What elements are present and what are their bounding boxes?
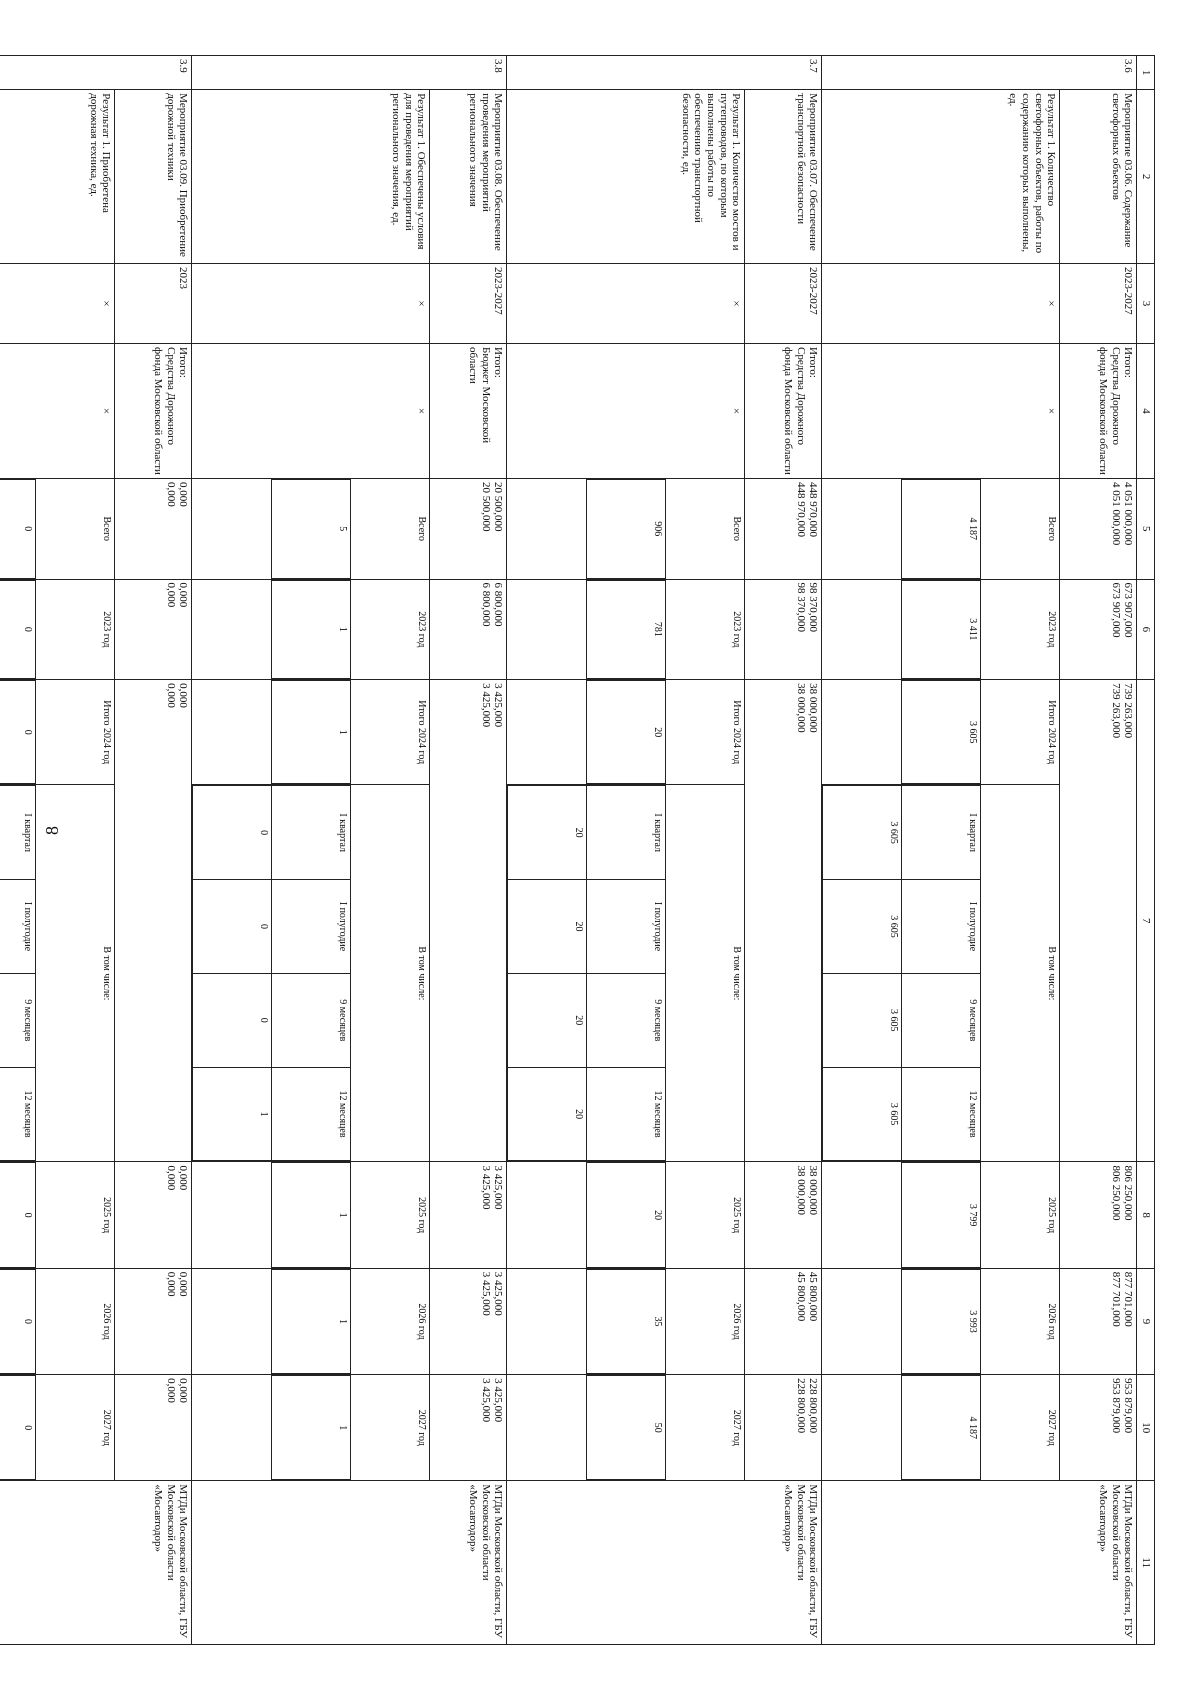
- quarter-label: 12 месяцев: [587, 1067, 666, 1161]
- amount-2023-total: 0,000: [177, 582, 190, 608]
- indicator-subtable: [901, 1269, 1059, 1374]
- amount-2023-total: 98 370,000: [807, 582, 820, 633]
- amount-2026-source-value: 45 800,000: [794, 1271, 807, 1322]
- quarter-value: 3 605: [823, 786, 902, 880]
- indicator-subtable: [0, 580, 114, 680]
- quarter-value: 0: [193, 973, 272, 1067]
- indicator-year-label: 2027 год: [36, 1376, 115, 1480]
- indicator-y2026: [507, 1268, 745, 1374]
- indicator-value: 20: [587, 681, 666, 784]
- indicator-value: 3 605: [902, 681, 981, 784]
- indicator-y2025: [192, 1162, 430, 1268]
- amount-2025-total: 3 425,000: [492, 1165, 505, 1210]
- indicator-y2025: [822, 1162, 1060, 1268]
- column-number: 9: [1137, 1268, 1155, 1374]
- activity-row: [115, 56, 192, 1645]
- quarter-value: 3 605: [823, 880, 902, 974]
- quarter-label: 12 месяцев: [272, 1067, 351, 1161]
- table-body: [0, 56, 1155, 1645]
- quarter-value: 0: [193, 786, 272, 880]
- indicator-subtable: [901, 680, 1059, 784]
- amount-2025: [745, 1162, 822, 1268]
- indicator-value: 1: [272, 681, 351, 784]
- amount-2023: [430, 579, 507, 680]
- amount-2027: [1060, 1375, 1137, 1481]
- amount-2024-source-value: 3 425,000: [479, 683, 492, 728]
- indicator-y2027: [507, 1375, 745, 1481]
- indicator-year-label: 2023 год: [351, 580, 430, 679]
- amount-2025: [430, 1162, 507, 1268]
- amount-2023-source-value: 673 907,000: [1109, 582, 1122, 638]
- amount-total-source-value: 4 051 000,000: [1109, 481, 1122, 546]
- indicator-y2025: [507, 1162, 745, 1268]
- indicator-year-label: Всего: [351, 479, 430, 578]
- column-number: 2: [1137, 90, 1155, 264]
- column-number: 8: [1137, 1162, 1155, 1268]
- activity-number: 3.8: [192, 56, 507, 90]
- quarter-label: 12 месяцев: [902, 1067, 981, 1161]
- amount-total-total: 20 500,000: [492, 481, 505, 532]
- amount-2027-source-value: 3 425,000: [479, 1378, 492, 1423]
- indicator-subtable: [586, 1375, 744, 1480]
- amount-2026: [1060, 1268, 1137, 1374]
- amount-total: [1060, 478, 1137, 579]
- amount-2024-source-value: 38 000,000: [794, 683, 807, 733]
- amount-2025: [115, 1162, 192, 1268]
- indicator-value: 4 187: [902, 1376, 981, 1480]
- indicator-2023: [0, 579, 115, 680]
- amount-2025-total: 806 250,000: [1122, 1165, 1135, 1221]
- funding-source: Средства Дорожного фонда Московской области: [782, 347, 807, 475]
- amount-2023-total: 673 907,000: [1122, 582, 1135, 638]
- in-that-label: В том числе:: [666, 786, 745, 1161]
- indicator-subtable: [901, 479, 1059, 579]
- indicator-year-label: 2023 год: [36, 580, 115, 679]
- total-label: Итого:: [1122, 347, 1135, 378]
- indicator-value: 1: [272, 580, 351, 679]
- quarter-label: 9 месяцев: [902, 973, 981, 1067]
- cross-mark: ×: [192, 344, 430, 479]
- quarter-value: 3 605: [823, 973, 902, 1067]
- indicator-subtable: [0, 680, 114, 784]
- in-that-label: В том числе:: [351, 786, 430, 1161]
- activity-name: [1060, 90, 1137, 264]
- cross-mark: ×: [0, 344, 115, 479]
- amount-2026-source-value: 877 701,000: [1109, 1271, 1122, 1327]
- amount-2024-total: 739 263,000: [1122, 683, 1135, 739]
- indicator-subtable: [271, 479, 429, 579]
- indicator-total: [507, 478, 745, 579]
- amount-2027-total: 953 879,000: [1122, 1378, 1135, 1434]
- amount-2026: [745, 1268, 822, 1374]
- column-number: 6: [1137, 579, 1155, 680]
- quarter-value: 20: [508, 973, 587, 1067]
- result-row: [822, 56, 1060, 1645]
- indicator-year-label: 2026 год: [351, 1269, 430, 1373]
- indicator-y2025: [0, 1162, 115, 1268]
- activity-name: [430, 90, 507, 264]
- column-number: 1: [1137, 56, 1155, 90]
- quarter-label: 12 месяцев: [0, 1067, 36, 1161]
- activity-row: [1060, 56, 1137, 1645]
- amount-2023-source-value: 0,000: [164, 582, 177, 608]
- amount-2024: [430, 680, 507, 1162]
- indicator-value: 0: [0, 479, 36, 578]
- amount-2024-total: 0,000: [177, 683, 190, 708]
- indicator-year-label: Всего: [36, 479, 115, 578]
- funding-source: Средства Дорожного фонда Московской области: [152, 347, 177, 475]
- amount-2024: [745, 680, 822, 1162]
- cross-mark: ×: [507, 344, 745, 479]
- indicator-2024-total: [192, 680, 430, 785]
- amount-total: [745, 478, 822, 579]
- indicator-year-label: Всего: [666, 479, 745, 578]
- indicator-year-label: Всего: [981, 479, 1060, 578]
- quarter-value: 1: [193, 1067, 272, 1161]
- indicator-year-label: Итого 2024 год: [36, 681, 115, 784]
- amount-2023: [1060, 579, 1137, 680]
- amount-2027: [430, 1375, 507, 1481]
- amount-2025-source-value: 3 425,000: [479, 1165, 492, 1210]
- quarter-label: I полугодие: [902, 880, 981, 974]
- quarters-2024: [507, 785, 745, 1162]
- amount-total-total: 0,000: [177, 481, 190, 507]
- indicator-value: 0: [0, 1163, 36, 1267]
- indicator-y2027: [822, 1375, 1060, 1481]
- activity-number: 3.6: [822, 56, 1137, 90]
- column-number: 10: [1137, 1375, 1155, 1481]
- amount-2027-source-value: 228 800,000: [794, 1378, 807, 1434]
- result-text: Результат 1. Обеспечены условия для проведения мероприятий регионального значения, ед.: [192, 90, 430, 264]
- amount-2026-source-value: 3 425,000: [479, 1271, 492, 1316]
- amount-2027-total: 0,000: [177, 1378, 190, 1403]
- amount-2023: [115, 579, 192, 680]
- indicator-subtable: [271, 1162, 429, 1267]
- activity-row: [430, 56, 507, 1645]
- cross-mark: ×: [192, 264, 430, 344]
- amount-total-source-value: 0,000: [164, 481, 177, 507]
- activity-period: 2023-2027: [745, 264, 822, 344]
- indicator-year-label: 2025 год: [351, 1163, 430, 1267]
- amount-2024-total: 38 000,000: [807, 683, 820, 733]
- indicator-value: 1: [272, 1269, 351, 1373]
- quarters-subtable: [822, 785, 1059, 1161]
- amount-2025-source-value: 38 000,000: [794, 1165, 807, 1215]
- quarter-label: I полугодие: [0, 880, 36, 974]
- indicator-y2026: [822, 1268, 1060, 1374]
- quarter-label: I полугодие: [272, 880, 351, 974]
- amount-total: [115, 478, 192, 579]
- amount-2024: [1060, 680, 1137, 1162]
- funding-source-cell: [115, 344, 192, 479]
- indicator-subtable: [271, 1269, 429, 1374]
- amount-total-source-value: 448 970,000: [794, 481, 807, 537]
- indicator-value: 20: [587, 1163, 666, 1267]
- activity-name-text: Мероприятие 03.07. Обеспечение транспортной безопасности: [794, 93, 820, 251]
- amount-2026: [115, 1268, 192, 1374]
- funding-source: Бюджет Московской области: [467, 347, 492, 444]
- activity-row: [745, 56, 822, 1645]
- activity-name: [115, 90, 192, 264]
- activity-name-text: Мероприятие 03.08. Обеспечение проведения мероприятий регионального значения: [467, 93, 505, 251]
- amount-2026-source-value: 0,000: [164, 1271, 177, 1297]
- quarter-label: I квартал: [272, 786, 351, 880]
- activity-number: 3.7: [507, 56, 822, 90]
- amount-2025: [1060, 1162, 1137, 1268]
- quarter-value: 3 605: [823, 1067, 902, 1161]
- indicator-total: [822, 478, 1060, 579]
- indicator-year-label: 2025 год: [36, 1163, 115, 1267]
- quarter-label: I квартал: [902, 786, 981, 880]
- indicator-2023: [192, 579, 430, 680]
- indicator-year-label: 2025 год: [666, 1163, 745, 1267]
- indicator-subtable: [901, 580, 1059, 680]
- cross-mark: ×: [0, 264, 115, 344]
- result-text: Результат 1. Приобретена дорожная техника, ед.: [0, 90, 115, 264]
- result-row: [192, 56, 430, 1645]
- indicator-value: 0: [0, 1376, 36, 1480]
- amount-2026: [430, 1268, 507, 1374]
- indicator-year-label: 2027 год: [981, 1376, 1060, 1480]
- indicator-total: [192, 478, 430, 579]
- total-label: Итого:: [492, 347, 505, 378]
- amount-2023-source-value: 6 800,000: [479, 582, 492, 627]
- in-that-label: В том числе:: [981, 786, 1060, 1161]
- quarter-label: I квартал: [0, 786, 36, 880]
- quarter-value: 20: [508, 1067, 587, 1161]
- indicator-subtable: [586, 680, 744, 784]
- amount-2024-total: 3 425,000: [492, 683, 505, 728]
- indicator-value: 781: [587, 580, 666, 679]
- activity-name: [745, 90, 822, 264]
- indicator-2024-total: [0, 680, 115, 785]
- indicator-value: 3 993: [902, 1269, 981, 1373]
- activity-period: 2023-2027: [430, 264, 507, 344]
- activities-table: [0, 55, 1155, 1645]
- cross-mark: ×: [507, 264, 745, 344]
- indicator-y2026: [0, 1268, 115, 1374]
- indicator-subtable: [0, 1269, 114, 1374]
- quarter-label: 9 месяцев: [272, 973, 351, 1067]
- activity-period: 2023: [115, 264, 192, 344]
- indicator-y2027: [0, 1375, 115, 1481]
- cross-mark: ×: [822, 264, 1060, 344]
- indicator-subtable: [901, 1162, 1059, 1267]
- amount-2026-total: 3 425,000: [492, 1271, 505, 1316]
- column-number: 11: [1137, 1481, 1155, 1645]
- page-number: 8: [42, 826, 62, 835]
- amount-total: [430, 478, 507, 579]
- column-number-row: [1137, 56, 1155, 1645]
- funding-source: Средства Дорожного фонда Московской области: [1097, 347, 1122, 475]
- indicator-year-label: 2026 год: [981, 1269, 1060, 1373]
- column-number: 7: [1137, 680, 1155, 1162]
- amount-2023: [745, 579, 822, 680]
- indicator-value: 35: [587, 1269, 666, 1373]
- amount-2027-source-value: 953 879,000: [1109, 1378, 1122, 1434]
- indicator-total: [0, 478, 115, 579]
- indicator-value: 5: [272, 479, 351, 578]
- indicator-year-label: Итого 2024 год: [666, 681, 745, 784]
- indicator-value: 3 799: [902, 1163, 981, 1267]
- quarters-subtable: [192, 785, 429, 1161]
- amount-2025-total: 0,000: [177, 1165, 190, 1191]
- funding-source-cell: [430, 344, 507, 479]
- amount-2024-source-value: 739 263,000: [1109, 683, 1122, 739]
- quarters-subtable: [507, 785, 744, 1161]
- indicator-subtable: [0, 479, 114, 579]
- indicator-year-label: Итого 2024 год: [351, 681, 430, 784]
- indicator-subtable: [586, 479, 744, 579]
- result-row: [0, 56, 115, 1645]
- funding-source-cell: [745, 344, 822, 479]
- indicator-value: 1: [272, 1376, 351, 1480]
- column-number: 3: [1137, 264, 1155, 344]
- rotated-table-sheet: [22, 55, 1155, 1645]
- amount-total-total: 448 970,000: [807, 481, 820, 537]
- amount-2023-source-value: 98 370,000: [794, 582, 807, 633]
- amount-total-total: 4 051 000,000: [1122, 481, 1135, 546]
- quarter-value: 0: [193, 880, 272, 974]
- amount-2026-total: 45 800,000: [807, 1271, 820, 1322]
- cross-mark: ×: [822, 344, 1060, 479]
- executor: МТДи Московской области, ГБУ Московской области «Мосавтодор»: [822, 1481, 1137, 1645]
- result-text: Результат 1. Количество светофорных объектов, работы по содержанию которых выполнены, ед.: [822, 90, 1060, 264]
- quarter-value: 20: [508, 786, 587, 880]
- quarters-2024: [192, 785, 430, 1162]
- result-text: Результат 1. Количество мостов и путепроводов, по которым выполнены работы по обеспечению транспортной безопасности, ед.: [507, 90, 745, 264]
- indicator-subtable: [901, 1375, 1059, 1480]
- indicator-value: 906: [587, 479, 666, 578]
- indicator-subtable: [586, 580, 744, 680]
- indicator-year-label: 2027 год: [666, 1376, 745, 1480]
- indicator-value: 3 411: [902, 580, 981, 679]
- indicator-year-label: 2026 год: [666, 1269, 745, 1373]
- indicator-year-label: Итого 2024 год: [981, 681, 1060, 784]
- indicator-subtable: [271, 680, 429, 784]
- amount-2025-source-value: 0,000: [164, 1165, 177, 1191]
- indicator-subtable: [586, 1269, 744, 1374]
- indicator-year-label: 2026 год: [36, 1269, 115, 1373]
- executor: МТДи Московской области, ГБУ Московской области «Мосавтодор»: [0, 1481, 192, 1645]
- indicator-2024-total: [507, 680, 745, 785]
- amount-total-source-value: 20 500,000: [479, 481, 492, 532]
- amount-2025-total: 38 000,000: [807, 1165, 820, 1215]
- indicator-subtable: [0, 1162, 114, 1267]
- activity-name-text: Мероприятие 03.06. Содержание светофорных объектов: [1109, 93, 1135, 248]
- indicator-y2026: [192, 1268, 430, 1374]
- total-label: Итого:: [177, 347, 190, 378]
- indicator-subtable: [271, 580, 429, 680]
- indicator-value: 0: [0, 580, 36, 679]
- column-number: 4: [1137, 344, 1155, 479]
- in-that-label: В том числе:: [36, 786, 115, 1161]
- amount-2026-total: 877 701,000: [1122, 1271, 1135, 1327]
- indicator-value: 0: [0, 1269, 36, 1373]
- amount-2027: [115, 1375, 192, 1481]
- amount-2027-total: 3 425,000: [492, 1378, 505, 1423]
- column-number: 5: [1137, 478, 1155, 579]
- indicator-value: 0: [0, 681, 36, 784]
- quarter-label: I квартал: [587, 786, 666, 880]
- amount-2025-source-value: 806 250,000: [1109, 1165, 1122, 1221]
- indicator-year-label: 2023 год: [981, 580, 1060, 679]
- amount-2027-source-value: 0,000: [164, 1378, 177, 1403]
- executor: МТДи Московской области, ГБУ Московской области «Мосавтодор»: [507, 1481, 822, 1645]
- indicator-y2027: [192, 1375, 430, 1481]
- quarters-subtable: [0, 785, 114, 1161]
- indicator-value: 4 187: [902, 479, 981, 578]
- indicator-2024-total: [822, 680, 1060, 785]
- indicator-value: 50: [587, 1376, 666, 1480]
- funding-source-cell: [1060, 344, 1137, 479]
- indicator-subtable: [586, 1162, 744, 1267]
- indicator-year-label: 2027 год: [351, 1376, 430, 1480]
- amount-2027: [745, 1375, 822, 1481]
- quarter-label: I полугодие: [587, 880, 666, 974]
- result-row: [507, 56, 745, 1645]
- quarter-label: 9 месяцев: [587, 973, 666, 1067]
- indicator-value: 1: [272, 1163, 351, 1267]
- total-label: Итого:: [807, 347, 820, 378]
- quarter-value: 20: [508, 880, 587, 974]
- activity-period: 2023-2027: [1060, 264, 1137, 344]
- amount-2027-total: 228 800,000: [807, 1378, 820, 1434]
- activity-name-text: Мероприятие 03.09. Приобретение дорожной техники: [164, 93, 190, 257]
- executor: МТДи Московской области, ГБУ Московской области «Мосавтодор»: [192, 1481, 507, 1645]
- amount-2024-source-value: 0,000: [164, 683, 177, 708]
- quarter-label: 9 месяцев: [0, 973, 36, 1067]
- quarters-2024: [0, 785, 115, 1162]
- amount-2024: [115, 680, 192, 1162]
- indicator-year-label: 2023 год: [666, 580, 745, 679]
- amount-2026-total: 0,000: [177, 1271, 190, 1297]
- activity-number: 3.9: [0, 56, 192, 90]
- amount-2023-total: 6 800,000: [492, 582, 505, 627]
- indicator-2023: [507, 579, 745, 680]
- indicator-subtable: [0, 1375, 114, 1480]
- quarters-2024: [822, 785, 1060, 1162]
- indicator-2023: [822, 579, 1060, 680]
- indicator-year-label: 2025 год: [981, 1163, 1060, 1267]
- indicator-subtable: [271, 1375, 429, 1480]
